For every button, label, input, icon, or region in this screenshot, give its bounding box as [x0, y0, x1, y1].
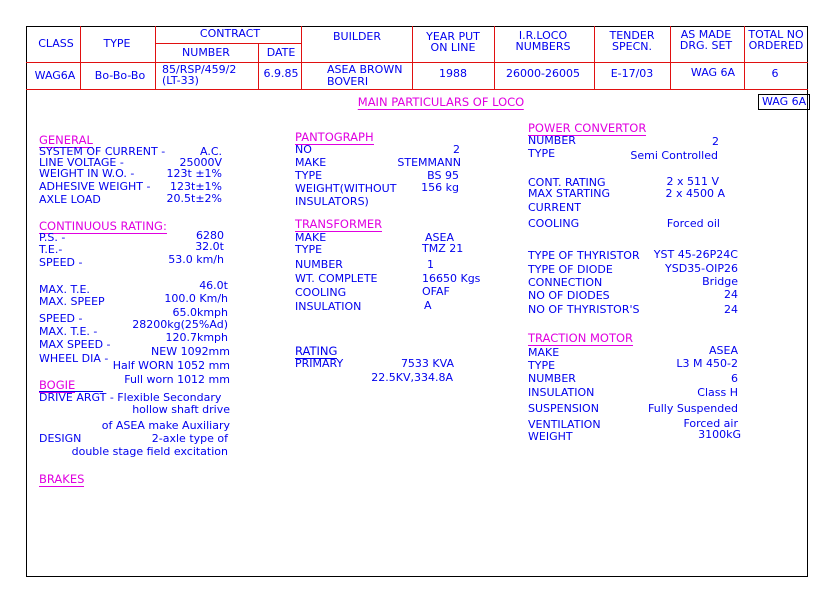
pantograph-value: BS 95 [427, 169, 459, 182]
transformer-heading: TRANSFORMER [295, 217, 383, 231]
general-value: A.C. [199, 145, 222, 158]
transformer-label: COOLING [295, 286, 347, 299]
continuous-label: SPEED - [39, 312, 83, 325]
continuous-label: WHEEL DIA - [39, 352, 109, 365]
col-total-1: TOTAL NO [748, 28, 804, 41]
continuous-value: 46.0t [199, 279, 228, 292]
val-class: WAG6A [34, 69, 76, 82]
col-asmade-2: DRG. SET [679, 39, 733, 52]
continuous-label: MAX. T.E. [39, 283, 90, 296]
bogie-line: of ASEA make Auxiliary [101, 419, 230, 432]
transformer-value: TMZ 21 [422, 242, 464, 255]
converter-label: NO OF THYRISTOR'S [528, 303, 640, 316]
col-tender-1: TENDER [609, 29, 655, 42]
continuous-value: 100.0 Km/h [164, 292, 228, 305]
col-year-2: ON LINE [430, 41, 476, 54]
header-divider [26, 62, 808, 63]
converter-value: YSD35-OIP26 [665, 262, 738, 275]
motor-value: Forced air [683, 417, 738, 430]
converter-label: TYPE [528, 147, 556, 160]
transformer-value: ASEA [425, 231, 454, 244]
header-bottom-line [26, 89, 808, 90]
motor-value: ASEA [709, 344, 738, 357]
motor-value: Class H [697, 386, 738, 399]
brakes-heading: BRAKES [39, 472, 85, 486]
val-type: Bo-Bo-Bo [94, 69, 146, 82]
page-title: MAIN PARTICULARS OF LOCO [357, 95, 525, 109]
general-value: 20.5t±2% [166, 192, 222, 205]
col-contract: CONTRACT [199, 27, 261, 40]
transformer-value: 16650 Kgs [422, 272, 481, 285]
transformer-label: WT. COMPLETE [295, 272, 378, 285]
transformer-value: A [424, 299, 432, 312]
continuous-value: 65.0kmph [172, 306, 228, 319]
col-builder: BUILDER [332, 30, 382, 43]
converter-label: NO OF DIODES [528, 289, 610, 302]
motor-value: 3100kG [698, 428, 741, 441]
val-numbers: 26000-26005 [506, 67, 580, 80]
continuous-label: MAX. T.E. - [39, 325, 98, 338]
converter-value: Semi Controlled [630, 149, 718, 162]
transformer-value: OFAF [422, 285, 450, 298]
general-value: 25000V [179, 156, 222, 169]
converter-label: COOLING [528, 217, 580, 230]
val-number-2: (LT-33) [162, 74, 199, 87]
general-label: ADHESIVE WEIGHT - [39, 180, 151, 193]
val-builder-2: BOVERI [327, 75, 369, 88]
pantograph-value: STEMMANN [397, 156, 461, 169]
general-label: WEIGHT IN W.O. - [39, 167, 135, 180]
val-year: 1988 [439, 67, 467, 80]
continuous-value: 28200kg(25%Ad) [132, 318, 228, 331]
general-value: 123t±1% [170, 180, 222, 193]
pantograph-label: NO [295, 143, 312, 156]
col-number: NUMBER [182, 46, 230, 59]
motor-label: TYPE [528, 359, 556, 372]
val-builder-1: ASEA BROWN [327, 63, 403, 76]
motor-value: Fully Suspended [648, 402, 738, 415]
val-tender: E-17/03 [610, 67, 654, 80]
converter-label: CONT. RATING [528, 176, 606, 189]
continuous-value: 32.0t [195, 240, 224, 253]
col-total-2: ORDERED [748, 39, 804, 52]
continuous-label: MAX SPEED - [39, 338, 111, 351]
converter-label: TYPE OF DIODE [528, 263, 613, 276]
val-ordered: 6 [771, 67, 779, 80]
motor-label: SUSPENSION [528, 402, 599, 415]
motor-label: WEIGHT [528, 430, 573, 443]
rating-label: PRIMARY [295, 357, 344, 370]
rating-value: 7533 KVA [400, 357, 454, 370]
converter-heading: POWER CONVERTOR [528, 121, 647, 135]
transformer-label: INSULATION [295, 300, 362, 313]
converter-value: 24 [724, 303, 738, 316]
val-number-1: 85/RSP/459/2 [162, 63, 237, 76]
converter-label: CURRENT [528, 201, 581, 214]
converter-value: 24 [724, 288, 738, 301]
rating-heading: RATING [295, 344, 338, 358]
pantograph-label: TYPE [295, 169, 323, 182]
continuous-label: MAX. SPEEP [39, 295, 105, 308]
motor-label: MAKE [528, 346, 560, 359]
motor-label: VENTILATION [528, 418, 601, 431]
converter-label: TYPE OF THYRISTOR [528, 249, 640, 262]
converter-value: 2 [712, 135, 719, 148]
pantograph-value: 156 kg [421, 181, 459, 194]
val-date: 6.9.85 [263, 67, 299, 80]
continuous-value: 53.0 km/h [168, 253, 224, 266]
col-tender-2: SPECN. [612, 40, 652, 53]
motor-value: 6 [731, 372, 738, 385]
col-irloco-2: NUMBERS [515, 40, 571, 53]
pantograph-label: WEIGHT(WITHOUT [295, 182, 397, 195]
transformer-label: NUMBER [295, 258, 343, 271]
wag-tag: WAG 6A [758, 94, 810, 110]
bogie-heading: BOGIE [39, 378, 76, 392]
bogie-line: hollow shaft drive [132, 403, 230, 416]
pantograph-label: INSULATORS) [295, 195, 369, 208]
continuous-value: 6280 [196, 229, 224, 242]
converter-value: 2 x 4500 A [665, 187, 725, 200]
converter-value: Bridge [702, 275, 738, 288]
col-year-1: YEAR PUT [426, 30, 480, 43]
transformer-label: MAKE [295, 231, 327, 244]
motor-label: NUMBER [528, 372, 576, 385]
converter-label: NUMBER [528, 134, 576, 147]
col-date: DATE [266, 46, 296, 59]
pantograph-label: MAKE [295, 156, 327, 169]
continuous-label: SPEED - [39, 256, 83, 269]
converter-value: Forced oil [666, 217, 720, 230]
converter-label: CONNECTION [528, 276, 603, 289]
continuous-value: NEW 1092mm [151, 345, 230, 358]
pantograph-value: 2 [453, 143, 460, 156]
val-drg-set: WAG 6A [690, 66, 736, 79]
continuous-label: T.E.- [39, 243, 63, 256]
general-label: LINE VOLTAGE - [39, 156, 124, 169]
general-value: 123t ±1% [166, 167, 222, 180]
converter-label: MAX STARTING [528, 187, 610, 200]
motor-heading: TRACTION MOTOR [528, 331, 634, 345]
col-irloco-1: I.R.LOCO [518, 29, 568, 42]
continuous-heading: CONTINUOUS RATING: [39, 219, 167, 233]
bogie-line: double stage field excitation [71, 445, 228, 458]
transformer-label: TYPE [295, 243, 323, 256]
bogie-value: 2-axle type of [151, 432, 228, 445]
continuous-label: P.S. - [39, 231, 66, 244]
motor-value: L3 M 450-2 [676, 357, 738, 370]
pantograph-heading: PANTOGRAPH [295, 130, 374, 144]
bogie-line: DRIVE ARGT - Flexible Secondary [39, 391, 222, 404]
continuous-value: Full worn 1012 mm [124, 373, 230, 386]
continuous-value: Half WORN 1052 mm [112, 359, 230, 372]
general-heading: GENERAL [39, 133, 93, 147]
general-label: AXLE LOAD [39, 193, 101, 206]
transformer-value: 1 [427, 258, 434, 271]
motor-label: INSULATION [528, 386, 595, 399]
col-type: TYPE [103, 37, 131, 50]
col-asmade-1: AS MADE [680, 28, 732, 41]
converter-value: YST 45-26P24C [653, 248, 738, 261]
converter-value: 2 x 511 V [666, 175, 719, 188]
rating-value: 22.5KV,334.8A [371, 371, 453, 384]
continuous-value: 120.7kmph [165, 331, 228, 344]
bogie-label: DESIGN [39, 432, 82, 445]
col-class: CLASS [38, 37, 74, 50]
contract-divider [155, 43, 301, 44]
general-label: SYSTEM OF CURRENT - [39, 145, 166, 158]
